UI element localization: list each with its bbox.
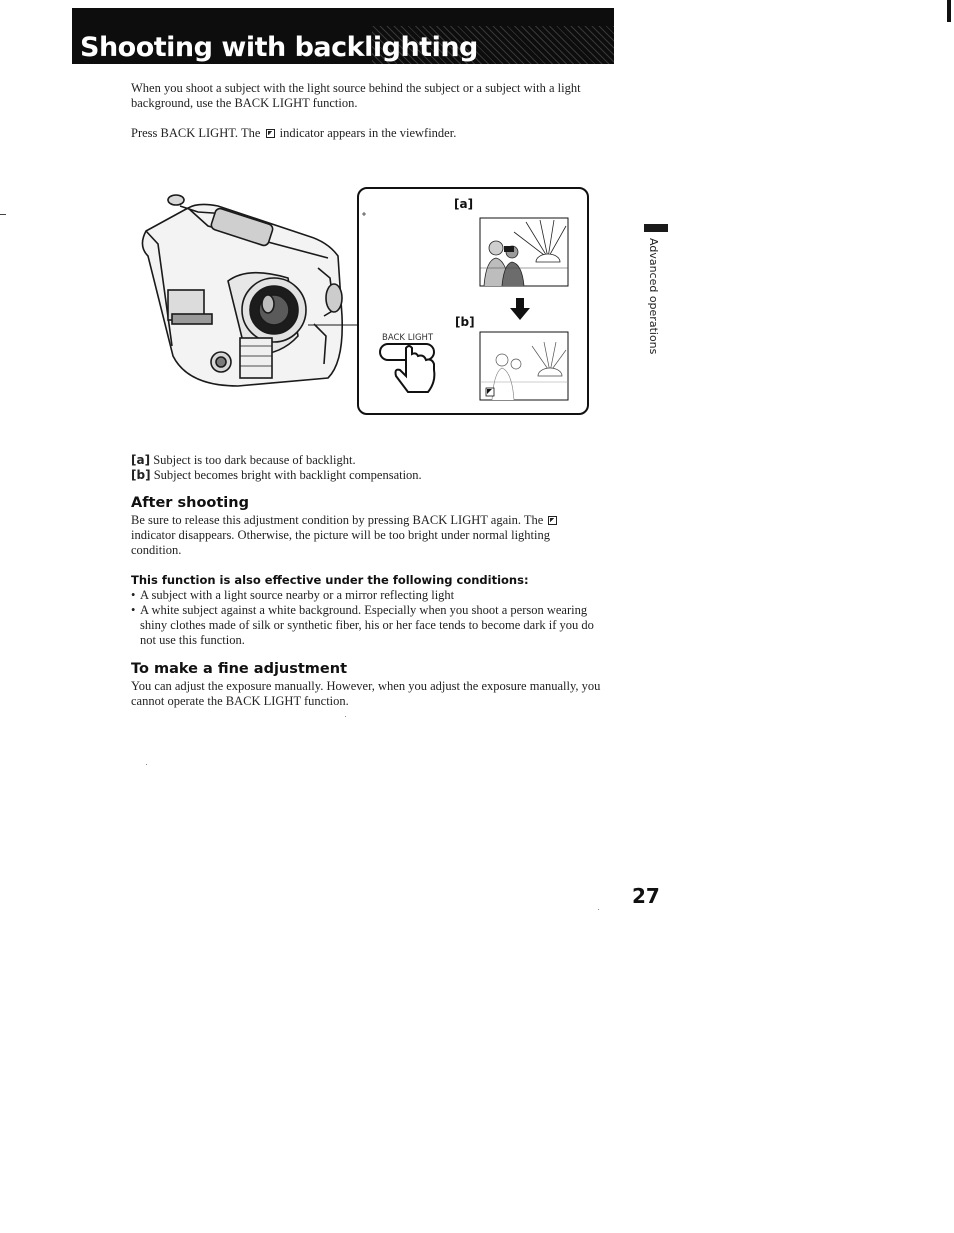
page-edge-mark (947, 0, 951, 22)
list-item: • A subject with a light source nearby or a mirror reflecting light (131, 588, 611, 603)
arrow-down-icon (510, 298, 530, 320)
list-item: • A white subject against a white background. Especially when you shoot a person wearing shiny clothes made of silk or synthetic fiber, his or her face tends to become dark if you do not use this function. (131, 603, 611, 648)
section-tab-marker (644, 224, 668, 232)
page-number: 27 (632, 884, 660, 908)
print-speck (146, 764, 147, 765)
backlight-indicator-icon (548, 516, 557, 525)
viewfinder-image-b (480, 332, 568, 400)
caption-b (131, 468, 601, 483)
conditions-heading: This function is also effective under the following conditions: (131, 573, 529, 587)
after-shooting-paragraph (131, 513, 603, 558)
page-title: Shooting with backlighting (80, 32, 478, 63)
after-text-end: indicator disappears. Otherwise, the picture will be too bright under normal lighting condition. (131, 528, 550, 557)
print-speck (345, 716, 346, 717)
after-shooting-heading: After shooting (131, 495, 249, 511)
print-speck (598, 909, 599, 910)
press-instruction (131, 126, 601, 141)
conditions-list (131, 588, 611, 648)
caption-text-b: Subject becomes bright with backlight compensation. (153, 468, 422, 482)
caption-text-a: Subject is too dark because of backlight. (153, 453, 356, 467)
intro-paragraph: When you shoot a subject with the light source behind the subject or a subject with a light background, use the BACK LIGHT function. (131, 81, 581, 110)
caption-tag-a: [a] (131, 453, 151, 467)
hand-press-icon (380, 344, 434, 392)
backlight-figure (128, 186, 592, 418)
after-text-start: Be sure to release this adjustment condition by pressing BACK LIGHT again. The (131, 513, 544, 527)
press-text-start: Press BACK LIGHT. The (131, 126, 261, 140)
figure-label-a: [a] (454, 197, 474, 211)
fine-adjustment-paragraph: You can adjust the exposure manually. However, when you adjust the exposure manually, you cannot operate the BACK LIGHT function. (131, 679, 601, 708)
back-light-button-label: BACK LIGHT (382, 333, 434, 343)
section-side-label: Advanced operations (647, 238, 660, 355)
fine-adjustment-heading: To make a fine adjustment (131, 661, 348, 677)
figure-captions (131, 453, 601, 483)
figure-label-b: [b] (455, 315, 475, 329)
backlight-indicator-icon (266, 129, 275, 138)
caption-tag-b: [b] (131, 468, 151, 482)
viewfinder-image-a (480, 218, 568, 286)
press-text-end: indicator appears in the viewfinder. (279, 126, 457, 140)
viewfinder-marker (362, 212, 366, 216)
caption-a (131, 453, 601, 468)
camcorder-illustration (142, 195, 342, 386)
page-margin-mark (0, 214, 6, 215)
section-title-bar (72, 8, 614, 64)
